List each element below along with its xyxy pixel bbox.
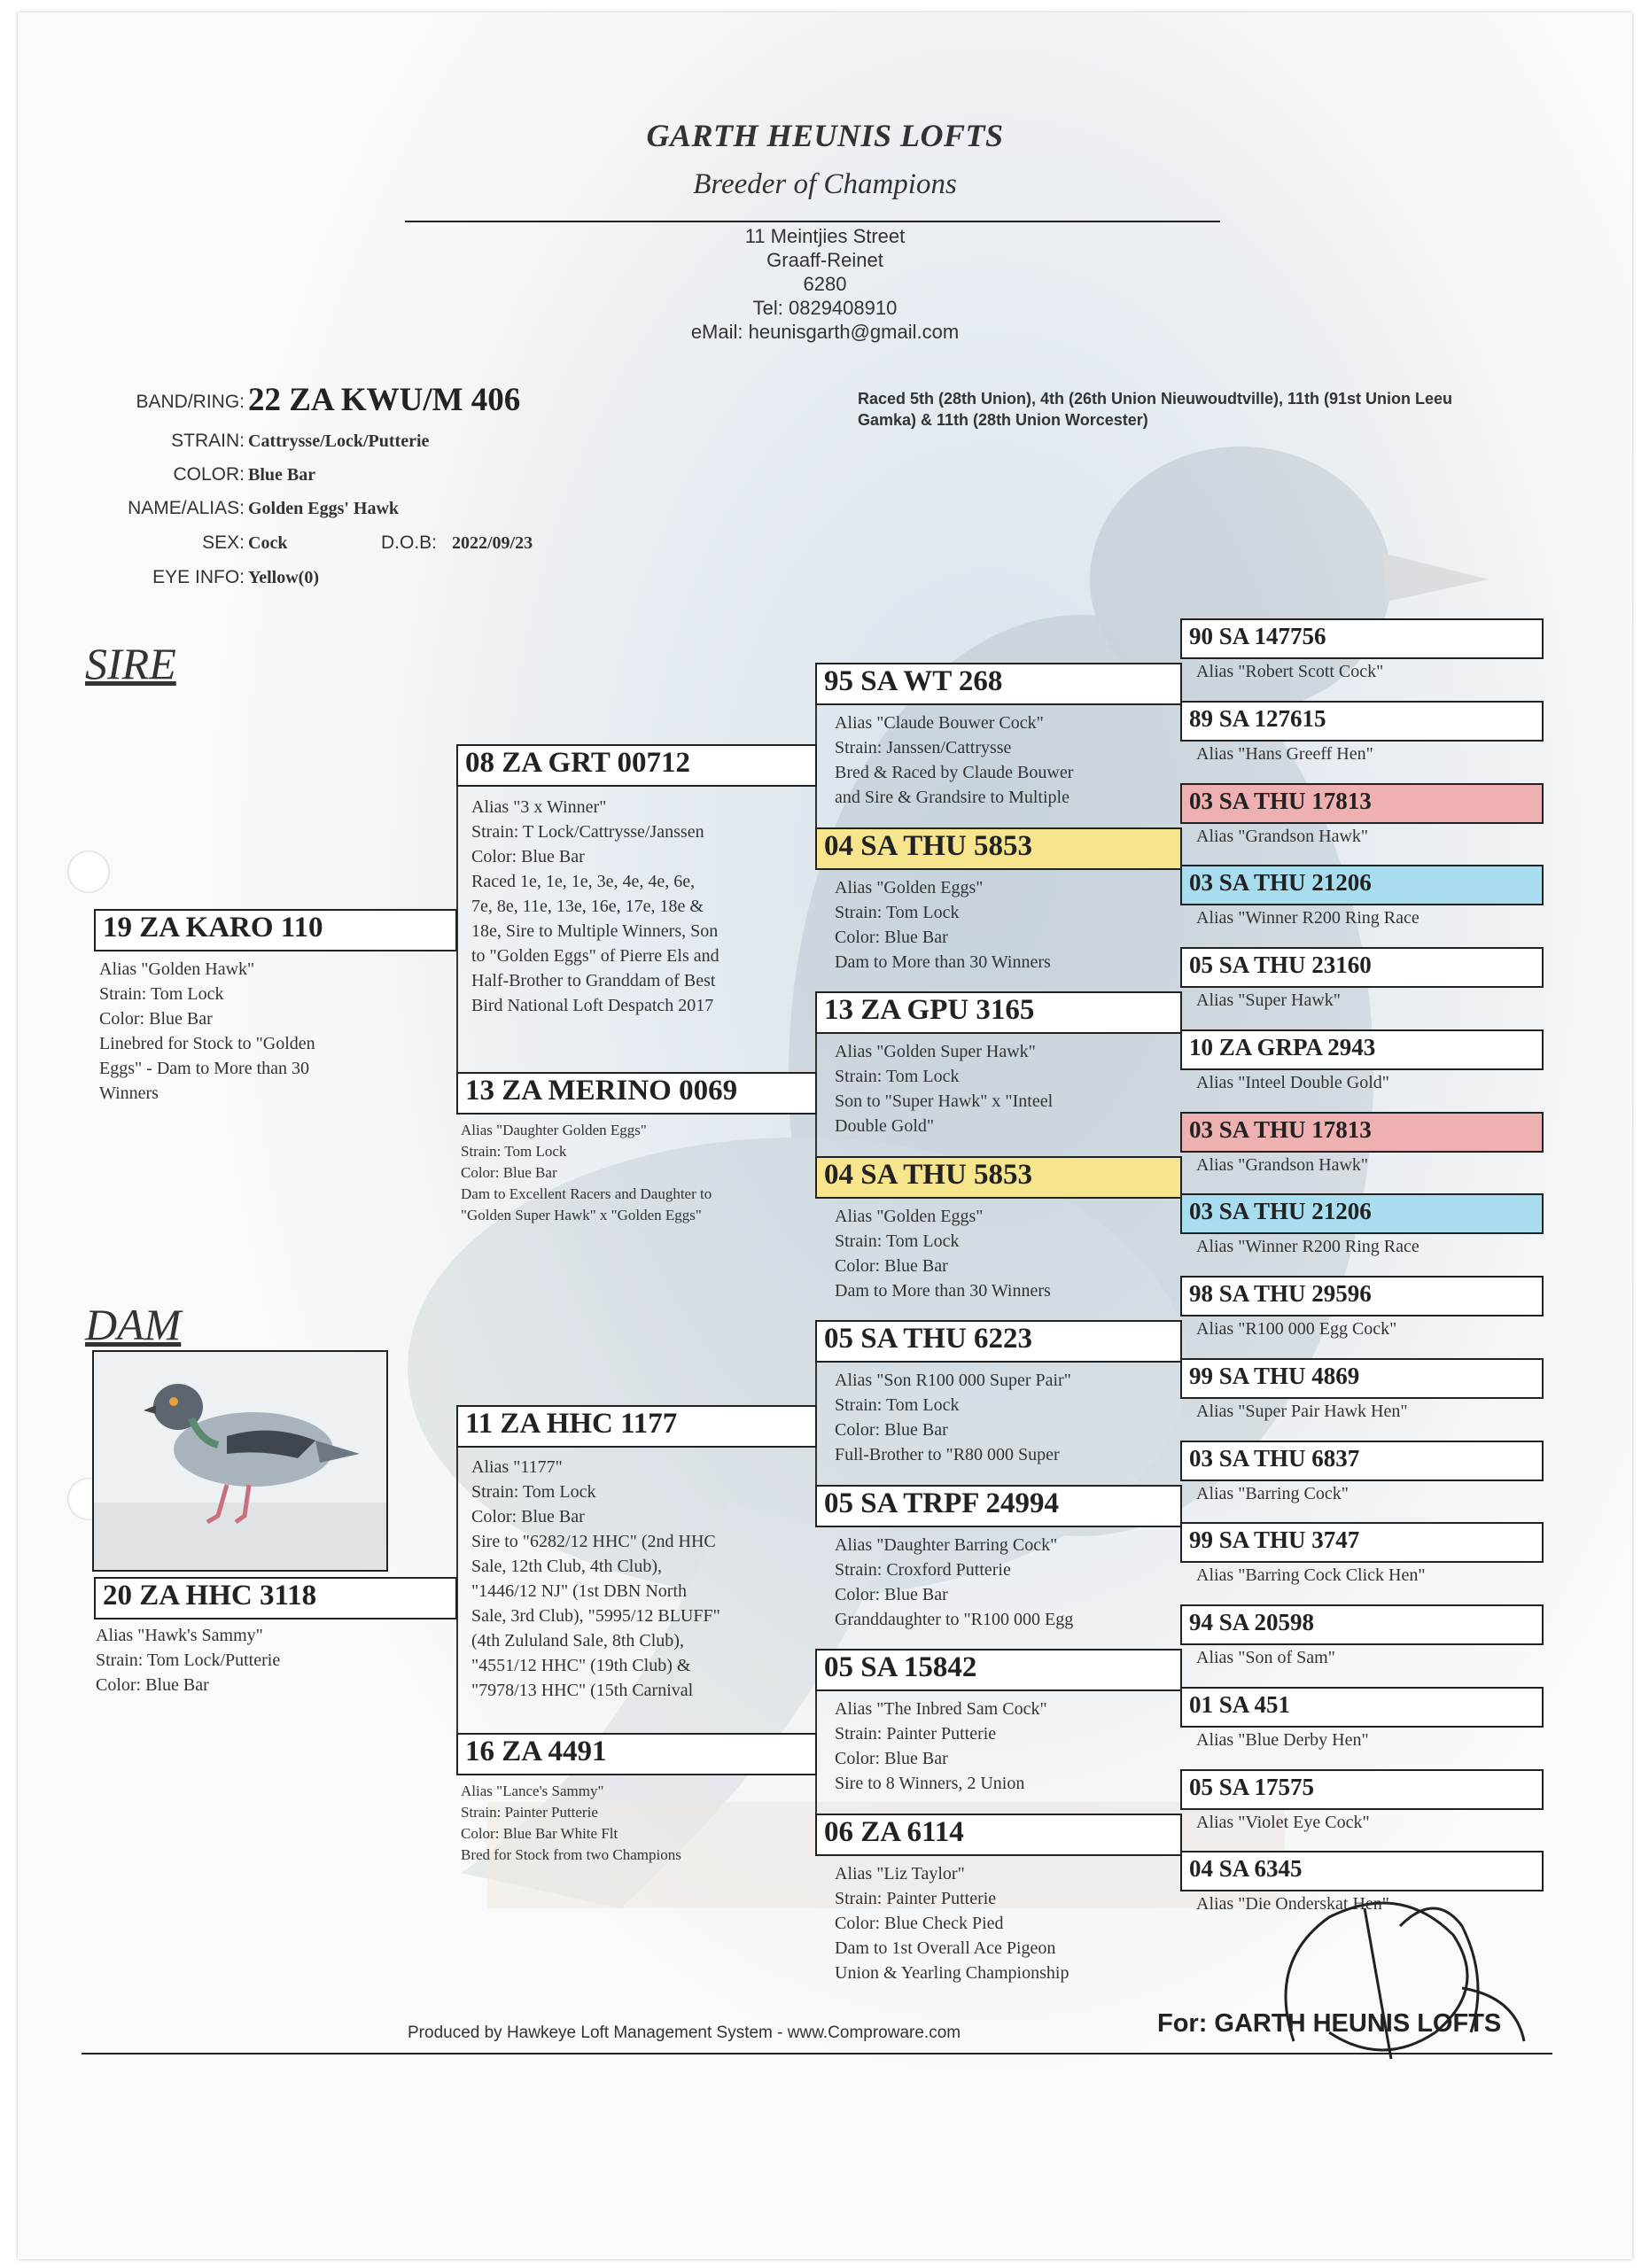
gen4-band-8: 03 SA THU 21206 [1180,1193,1544,1234]
detail-line: 18e, Sire to Multiple Winners, Son [471,921,719,941]
gen3-details-7 [835,1697,1171,1796]
telephone: Tel: 0829408910 [752,297,898,319]
detail-line: Strain: Painter Putterie [835,1889,997,1908]
dam-dam-details [461,1781,815,1866]
detail-line: Strain: Tom Lock [471,1482,596,1502]
dam-band: 20 ZA HHC 3118 [94,1577,457,1619]
gen4-alias-4: Alias "Winner R200 Ring Race [1196,908,1420,928]
detail-line: Bred & Raced by Claude Bouwer [835,763,1074,782]
detail-line: Strain: Painter Putterie [835,1724,997,1744]
detail-line: "1446/12 NJ" (1st DBN North [471,1581,687,1601]
gen4-alias-12: Alias "Barring Cock Click Hen" [1196,1565,1426,1585]
gen4-alias-9: Alias "R100 000 Egg Cock" [1196,1319,1397,1339]
produced-by-note: Produced by Hawkeye Loft Management System - www.Comproware.com [408,2023,961,2042]
detail-line: Sale, 3rd Club), "5995/12 BLUFF" [471,1606,720,1626]
gen4-alias-10: Alias "Super Pair Hawk Hen" [1196,1402,1408,1421]
gen4-band-9: 98 SA THU 29596 [1180,1276,1544,1317]
dam-detail-line: Color: Blue Bar [96,1675,209,1695]
gen4-alias-3: Alias "Grandson Hawk" [1196,827,1369,846]
sire-detail-line: Linebred for Stock to "Golden [99,1034,315,1053]
detail-line: Alias "Lance's Sammy" [461,1783,604,1799]
detail-line: Union & Yearling Championship [835,1963,1070,1983]
gen4-alias-7: Alias "Grandson Hawk" [1196,1155,1369,1175]
detail-line: Double Gold" [835,1116,935,1136]
sire-dam-details [461,1120,815,1226]
detail-line: Color: Blue Bar [835,1749,948,1768]
address-postcode: 6280 [803,273,847,295]
eye-value: Yellow(0) [248,568,319,587]
address-town: Graaff-Reinet [766,249,883,271]
address-street: 11 Meintjies Street [744,225,906,247]
sire-sire-band: 08 ZA GRT 00712 [456,744,817,787]
detail-line: Color: Blue Bar [471,1507,585,1526]
color-label: COLOR: [173,464,245,485]
gen3-details-3 [835,1039,1171,1138]
gen4-band-5: 05 SA THU 23160 [1180,947,1544,988]
detail-line: 7e, 8e, 11e, 13e, 16e, 17e, 18e & [471,897,704,916]
detail-line: Alias "1177" [471,1457,563,1477]
detail-line: Color: Blue Bar [835,1420,948,1440]
detail-line: Strain: Tom Lock [835,903,960,922]
detail-line: Sire to "6282/12 HHC" (2nd HHC [471,1532,716,1551]
pedigree-sheet [18,12,1632,2259]
gen3-details-2 [835,875,1171,975]
punch-hole [67,850,110,893]
sire-details [99,957,383,1106]
band-label: BAND/RING: [136,392,245,412]
sire-detail-line: Alias "Golden Hawk" [99,959,255,979]
sire-band: 19 ZA KARO 110 [94,909,457,951]
sire-sire-details [471,795,808,1018]
band-value: 22 ZA KWU/M 406 [248,382,521,418]
detail-line: Alias "Son R100 000 Super Pair" [835,1371,1071,1390]
dam-photo [92,1350,388,1572]
detail-line: "7978/13 HHC" (15th Carnival [471,1681,694,1700]
loft-title: GARTH HEUNIS LOFTS [646,118,1004,153]
gen3-band-2: 04 SA THU 5853 [815,827,1182,870]
detail-line: Strain: Tom Lock [835,1231,960,1251]
strain-value: Cattrysse/Lock/Putterie [248,431,430,451]
detail-line: Alias "3 x Winner" [471,797,607,817]
gen4-band-15: 05 SA 17575 [1180,1769,1544,1810]
detail-line: Color: Blue Check Pied [835,1914,1004,1933]
dam-detail-line: Strain: Tom Lock/Putterie [96,1651,281,1670]
detail-line: Dam to 1st Overall Ace Pigeon [835,1938,1056,1958]
detail-line: Alias "Golden Eggs" [835,1207,984,1226]
detail-line: Strain: Tom Lock [835,1067,960,1086]
detail-line: Strain: Tom Lock [835,1395,960,1415]
detail-line: Alias "The Inbred Sam Cock" [835,1699,1047,1719]
gen4-band-14: 01 SA 451 [1180,1687,1544,1728]
gen4-band-1: 90 SA 147756 [1180,618,1544,659]
detail-line: Sire to 8 Winners, 2 Union [835,1774,1025,1793]
email: eMail: heunisgarth@gmail.com [690,321,960,343]
gen4-band-3: 03 SA THU 17813 [1180,783,1544,824]
sire-detail-line: Strain: Tom Lock [99,984,224,1004]
detail-line: Alias "Golden Eggs" [835,878,984,897]
detail-line: Alias "Daughter Golden Eggs" [461,1122,647,1138]
gen4-band-2: 89 SA 127615 [1180,701,1544,742]
detail-line: Color: Blue Bar [835,1256,948,1276]
detail-line: (4th Zululand Sale, 8th Club), [471,1631,684,1651]
detail-line: Color: Blue Bar [835,928,948,947]
gen3-band-3: 13 ZA GPU 3165 [815,991,1182,1034]
gen4-alias-6: Alias "Inteel Double Gold" [1196,1073,1389,1092]
gen4-alias-8: Alias "Winner R200 Ring Race [1196,1237,1420,1256]
loft-subtitle: Breeder of Champions [693,168,957,200]
eye-label: EYE INFO: [152,567,245,587]
dam-dam-band: 16 ZA 4491 [456,1733,817,1775]
sex-label: SEX: [202,532,245,553]
gen4-band-12: 99 SA THU 3747 [1180,1522,1544,1563]
dam-sire-details [471,1455,808,1703]
dob-label: D.O.B: [381,532,438,553]
detail-line: and Sire & Grandsire to Multiple [835,788,1070,807]
detail-line: Strain: T Lock/Cattrysse/Janssen [471,822,704,842]
gen4-band-6: 10 ZA GRPA 2943 [1180,1029,1544,1070]
detail-line: to "Golden Eggs" of Pierre Els and [471,946,719,966]
gen3-band-6: 05 SA TRPF 24994 [815,1485,1182,1527]
gen4-band-11: 03 SA THU 6837 [1180,1441,1544,1481]
detail-line: "4551/12 HHC" (19th Club) & [471,1656,691,1675]
detail-line: Bird National Loft Despatch 2017 [471,996,714,1015]
signature-image [1258,1855,1542,2085]
detail-line: Half-Brother to Granddam of Best [471,971,716,990]
gen3-band-7: 05 SA 15842 [815,1649,1182,1691]
detail-line: Alias "Golden Super Hawk" [835,1042,1036,1061]
name-value: Golden Eggs' Hawk [248,499,400,518]
detail-line: Strain: Janssen/Cattrysse [835,738,1012,757]
detail-line: "Golden Super Hawk" x "Golden Eggs" [461,1207,702,1223]
gen3-details-5 [835,1368,1171,1467]
detail-line: Dam to More than 30 Winners [835,952,1051,972]
detail-line: Alias "Claude Bouwer Cock" [835,713,1044,733]
detail-line: Granddaughter to "R100 000 Egg [835,1610,1074,1629]
detail-line: Color: Blue Bar [461,1164,557,1181]
sire-detail-line: Winners [99,1084,159,1103]
signature-caption: For: GARTH HEUNIS LOFTS [1157,2009,1502,2038]
detail-line: Alias "Liz Taylor" [835,1864,965,1884]
dob-value: 2022/09/23 [452,533,533,553]
sire-detail-line: Color: Blue Bar [99,1009,213,1029]
dam-heading: DAM [85,1300,182,1349]
gen3-details-8 [835,1861,1171,1985]
gen4-alias-11: Alias "Barring Cock" [1196,1484,1349,1503]
dam-detail-line: Alias "Hawk's Sammy" [96,1626,263,1645]
detail-line: Full-Brother to "R80 000 Super [835,1445,1060,1464]
pigeon-photo-image [94,1352,386,1570]
detail-line: Color: Blue Bar [471,847,585,866]
gen3-details-4 [835,1204,1171,1303]
gen4-alias-15: Alias "Violet Eye Cock" [1196,1813,1370,1832]
gen4-band-4: 03 SA THU 21206 [1180,865,1544,905]
detail-line: Strain: Painter Putterie [461,1804,598,1821]
gen4-band-10: 99 SA THU 4869 [1180,1358,1544,1399]
footer-divider [82,2053,1552,2054]
gen3-details-6 [835,1533,1171,1632]
color-value: Blue Bar [248,465,316,485]
gen3-band-5: 05 SA THU 6223 [815,1320,1182,1363]
detail-line: Color: Blue Bar [835,1585,948,1604]
gen4-band-16: 04 SA 6345 [1180,1851,1544,1891]
gen4-alias-14: Alias "Blue Derby Hen" [1196,1730,1369,1750]
header-divider [405,221,1220,222]
gen4-alias-5: Alias "Super Hawk" [1196,990,1341,1010]
detail-line: Son to "Super Hawk" x "Inteel [835,1091,1054,1111]
name-label: NAME/ALIAS: [128,498,245,518]
sire-heading: SIRE [85,639,176,688]
gen4-alias-1: Alias "Robert Scott Cock" [1196,662,1384,681]
gen4-band-13: 94 SA 20598 [1180,1604,1544,1645]
dam-sire-band: 11 ZA HHC 1177 [456,1405,817,1448]
sire-detail-line: Eggs" - Dam to More than 30 [99,1059,310,1078]
detail-line: Strain: Croxford Putterie [835,1560,1011,1580]
detail-line: Strain: Tom Lock [461,1143,567,1160]
dam-details [96,1623,379,1697]
strain-label: STRAIN: [171,431,245,451]
race-results: Raced 5th (28th Union), 4th (26th Union Nieuwoudtville), 11th (91st Union Leeu Gamka) & 11th (28th Union Worcester) [858,390,1453,429]
gen3-details-1 [835,711,1171,810]
gen4-band-7: 03 SA THU 17813 [1180,1112,1544,1153]
sire-dam-band: 13 ZA MERINO 0069 [456,1072,817,1115]
gen4-alias-16: Alias "Die Onderskat Hen" [1196,1894,1389,1914]
detail-line: Dam to More than 30 Winners [835,1281,1051,1301]
detail-line: Color: Blue Bar White Flt [461,1825,618,1842]
detail-line: Bred for Stock from two Champions [461,1846,681,1863]
gen4-alias-2: Alias "Hans Greeff Hen" [1196,744,1373,764]
detail-line: Alias "Daughter Barring Cock" [835,1535,1058,1555]
detail-line: Sale, 12th Club, 4th Club), [471,1557,662,1576]
detail-line: Raced 1e, 1e, 1e, 3e, 4e, 4e, 6e, [471,872,696,891]
detail-line: Dam to Excellent Racers and Daughter to [461,1185,712,1202]
gen3-band-4: 04 SA THU 5853 [815,1156,1182,1199]
gen4-alias-13: Alias "Son of Sam" [1196,1648,1335,1667]
sex-value: Cock [248,533,288,553]
gen3-band-8: 06 ZA 6114 [815,1814,1182,1856]
gen3-band-1: 95 SA WT 268 [815,663,1182,705]
